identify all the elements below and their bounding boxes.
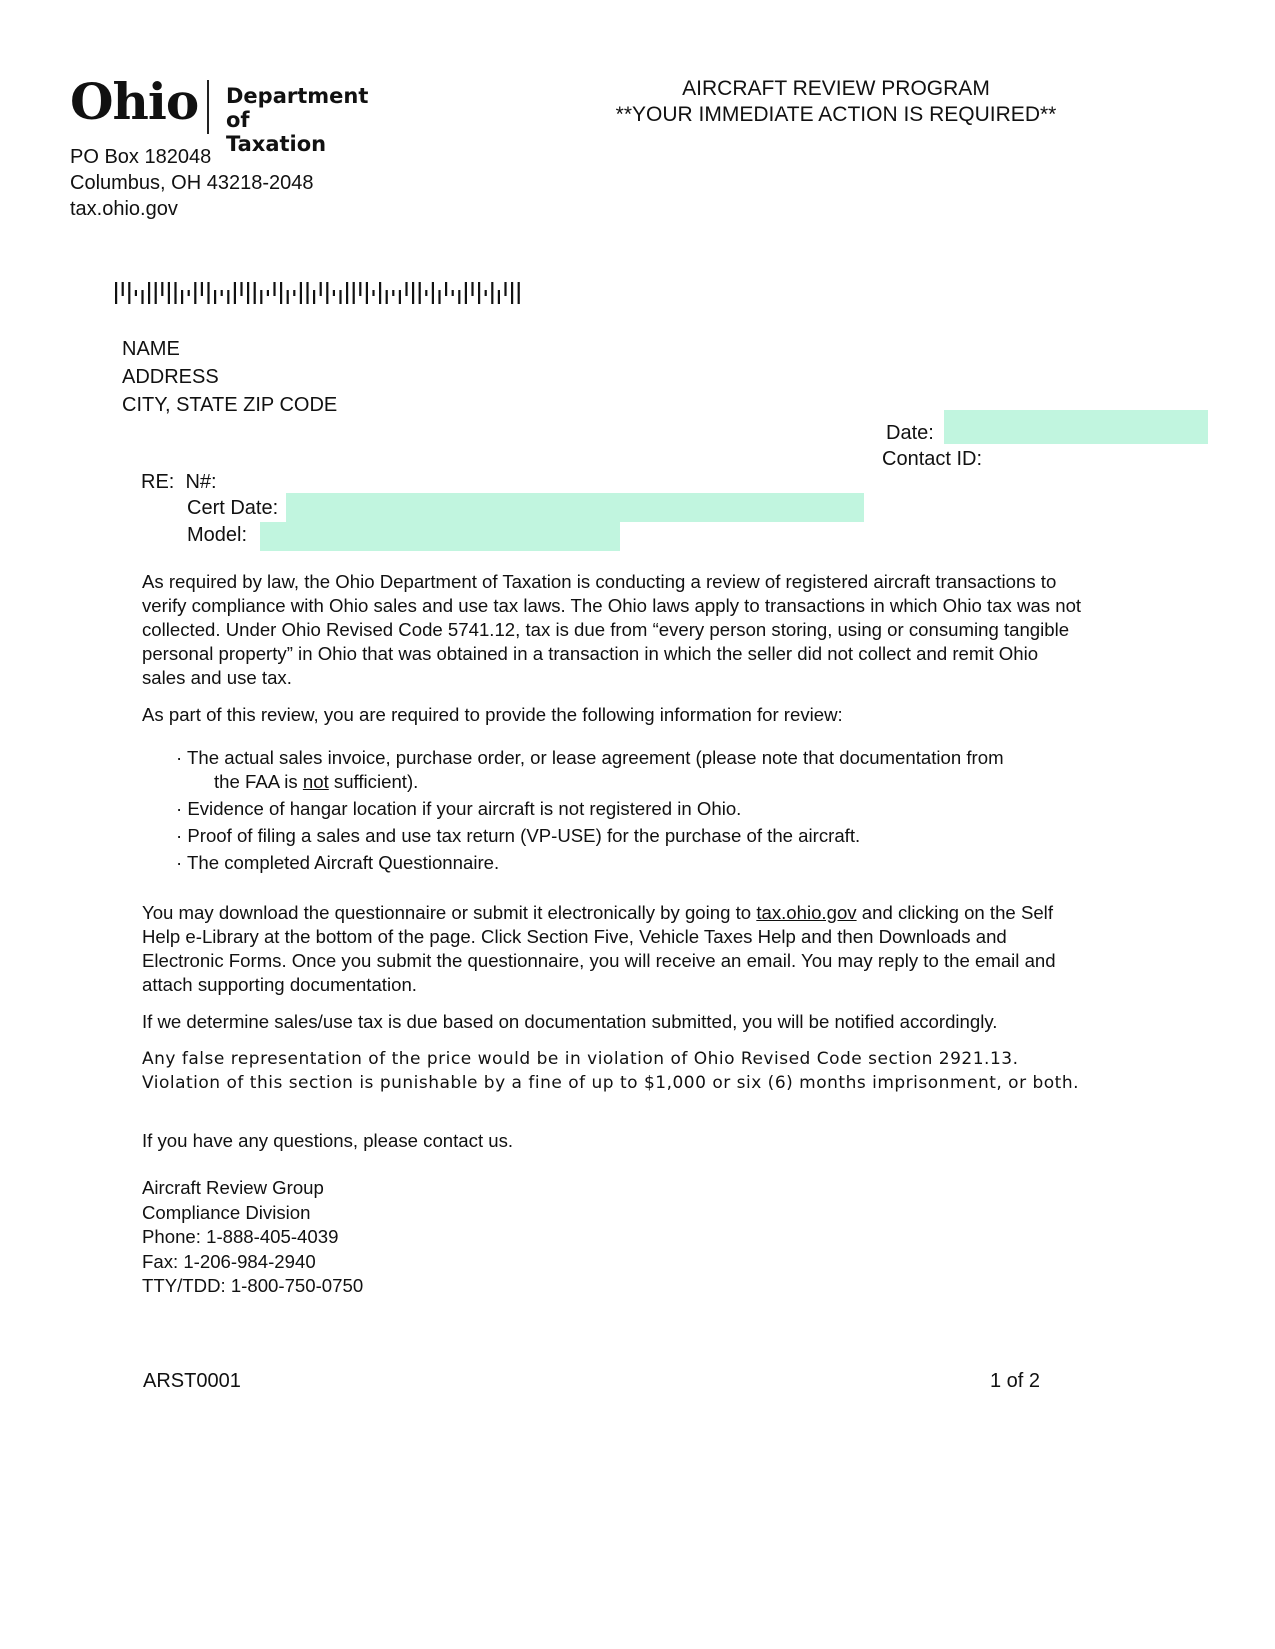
signature-fax: Fax: 1-206-984-2940 — [142, 1250, 316, 1272]
sender-city: Columbus, OH 43218-2048 — [70, 172, 314, 194]
date-label: Date: — [886, 422, 934, 444]
cert-date-label: Cert Date: — [187, 497, 279, 519]
sender-website: tax.ohio.gov — [70, 198, 178, 220]
action-required-notice: **YOUR IMMEDIATE ACTION IS REQUIRED** — [615, 103, 1057, 126]
postal-barcode — [114, 282, 534, 304]
barcode-bar — [518, 282, 520, 304]
bullet1-not: not — [302, 771, 329, 792]
logo-dept-line1: Department of — [226, 84, 369, 132]
barcode-bar — [372, 290, 374, 296]
barcode-bar — [207, 282, 209, 304]
barcode-bar — [452, 290, 454, 296]
barcode-bar — [247, 282, 249, 304]
barcode-bar — [267, 290, 269, 296]
recipient-address — [122, 335, 337, 419]
bullet1-text: The actual sales invoice, purchase order, or lease agreement (please note that documentation from — [187, 747, 1004, 768]
model-label: Model: — [187, 524, 248, 546]
barcode-bar — [419, 282, 421, 304]
barcode-bar — [194, 282, 196, 304]
barcode-bar — [346, 282, 348, 304]
para3-text-b: and clicking on the Self Help e-Library at the bottom of the page. Click Section Five, Vehicle Taxes Help and then Downloads and Electronic Forms. Once you submit the questionnaire, you will receive an email. You may reply to the email and attach supporting documentation. — [142, 902, 1056, 995]
barcode-bar — [122, 282, 124, 296]
barcode-bar — [504, 282, 506, 296]
sender-address — [70, 144, 313, 222]
recipient-street: ADDRESS — [122, 366, 219, 388]
list-item: · The actual sales invoice, purchase order, or lease agreement (please note that documentation from the FAA is not sufficient). — [176, 746, 1076, 794]
recipient-name: NAME — [122, 338, 180, 360]
barcode-bar — [379, 282, 381, 304]
barcode-bar — [201, 282, 203, 296]
list-item: · Evidence of hangar location if your aircraft is not registered in Ohio. — [176, 798, 742, 819]
barcode-bar — [359, 282, 361, 296]
paragraph-requirements-intro: As part of this review, you are required to provide the following information for review: — [142, 704, 843, 725]
n-number-label: N#: — [185, 471, 217, 493]
barcode-bar — [353, 282, 355, 304]
paragraph-review-notice: As required by law, the Ohio Department of Taxation is conducting a review of registered aircraft transactions to verify compliance with Ohio sales and use tax laws. The Ohio laws apply to transactions in which Ohio tax was not collected. Under Ohio Revised Code 5741.12, tax is due from “every person storing, using or consuming tangible personal property” in Ohio that was obtained in a transaction in which the seller did not collect and remit Ohio sales and use tax. — [142, 571, 1082, 688]
date-field[interactable] — [944, 410, 1208, 444]
barcode-bar — [234, 282, 236, 304]
page-number: 1 of 2 — [990, 1370, 1041, 1392]
barcode-bar — [135, 290, 137, 296]
barcode-bar — [425, 290, 427, 296]
barcode-bar — [438, 290, 440, 304]
bullet3-text: Proof of filing a sales and use tax return (VP-USE) for the purchase of the aircraft. — [187, 825, 861, 846]
barcode-bar — [287, 290, 289, 304]
barcode-bar — [478, 282, 480, 304]
barcode-bar — [188, 290, 190, 296]
barcode-bar — [485, 290, 487, 296]
barcode-bar — [458, 290, 460, 304]
para3-text-a: You may download the questionnaire or submit it electronically by going to — [142, 902, 757, 923]
bullet1-text-c: sufficient). — [328, 771, 419, 792]
paragraph-questionnaire — [142, 901, 1082, 997]
barcode-bar — [498, 290, 500, 304]
barcode-bar — [227, 290, 229, 304]
barcode-bar — [115, 282, 117, 304]
bullet2-text: Evidence of hangar location if your aircraft is not registered in Ohio. — [187, 798, 742, 819]
barcode-bar — [465, 282, 467, 304]
barcode-bar — [128, 282, 130, 304]
signature-division: Compliance Division — [142, 1201, 311, 1223]
bullet4-text: The completed Aircraft Questionnaire. — [187, 852, 500, 873]
signature-tty: TTY/TDD: 1-800-750-0750 — [142, 1275, 364, 1297]
model-field[interactable] — [260, 522, 620, 551]
barcode-bar — [293, 290, 295, 296]
barcode-bar — [326, 282, 328, 304]
logo-ohio-wordmark: Ohio — [70, 72, 199, 131]
barcode-bar — [445, 282, 447, 296]
barcode-bar — [399, 290, 401, 304]
barcode-bar — [141, 290, 143, 304]
barcode-bar — [168, 282, 170, 304]
barcode-bar — [155, 282, 157, 304]
logo-dept-line2: Taxation — [226, 132, 327, 156]
ohio-tax-logo — [70, 72, 390, 156]
barcode-bar — [313, 290, 315, 304]
barcode-bar — [511, 282, 513, 304]
barcode-bar — [432, 282, 434, 304]
paragraph-false-representation: Any false representation of the price would be in violation of Ohio Revised Code section 2921.13. Violation of this section is punishable by a fine of up to $1,000 or six (6) months imprisonment, or both. — [142, 1049, 1080, 1093]
barcode-bar — [405, 282, 407, 296]
bullet1-continuation — [188, 770, 1076, 794]
barcode-bar — [280, 282, 282, 304]
barcode-bar — [339, 290, 341, 304]
barcode-bar — [240, 282, 242, 296]
barcode-bar — [333, 290, 335, 296]
paragraph-notification: If we determine sales/use tax is due based on documentation submitted, you will be notified accordingly. — [142, 1011, 998, 1032]
reference-line — [141, 469, 217, 495]
logo-divider — [207, 80, 209, 134]
list-item: · Proof of filing a sales and use tax return (VP-USE) for the purchase of the aircraft. — [176, 825, 861, 846]
re-label: RE: — [141, 471, 175, 493]
signature-group: Aircraft Review Group — [142, 1177, 324, 1198]
barcode-bar — [148, 282, 150, 304]
list-item: · The completed Aircraft Questionnaire. — [176, 852, 500, 873]
recipient-city-state-zip: CITY, STATE ZIP CODE — [122, 394, 338, 416]
barcode-bar — [254, 282, 256, 304]
barcode-bar — [181, 290, 183, 304]
tax-website-link[interactable]: tax.ohio.gov — [756, 902, 857, 923]
barcode-bar — [366, 282, 368, 304]
barcode-bar — [471, 282, 473, 296]
barcode-bar — [306, 282, 308, 304]
signature-block — [142, 1176, 363, 1299]
barcode-bar — [260, 290, 262, 304]
barcode-bar — [214, 290, 216, 304]
paragraph-contact: If you have any questions, please contact us. — [142, 1130, 514, 1151]
barcode-bar — [174, 282, 176, 304]
barcode-bar — [221, 290, 223, 296]
barcode-bar — [392, 290, 394, 296]
signature-phone: Phone: 1-888-405-4039 — [142, 1226, 339, 1248]
barcode-bar — [300, 282, 302, 304]
letter-heading — [596, 76, 1076, 128]
required-documents-list — [176, 746, 1076, 875]
contact-id-label: Contact ID: — [882, 448, 983, 470]
barcode-bar — [412, 282, 414, 304]
cert-date-field[interactable] — [286, 493, 864, 522]
sender-po-box: PO Box 182048 — [70, 146, 212, 168]
program-title: AIRCRAFT REVIEW PROGRAM — [682, 77, 990, 100]
barcode-bar — [161, 282, 163, 296]
bullet1-text-b: the FAA is — [214, 771, 303, 792]
barcode-bar — [386, 290, 388, 304]
barcode-bar — [273, 282, 275, 296]
barcode-bar — [491, 282, 493, 304]
barcode-bar — [320, 282, 322, 296]
form-code: ARST0001 — [143, 1370, 241, 1392]
